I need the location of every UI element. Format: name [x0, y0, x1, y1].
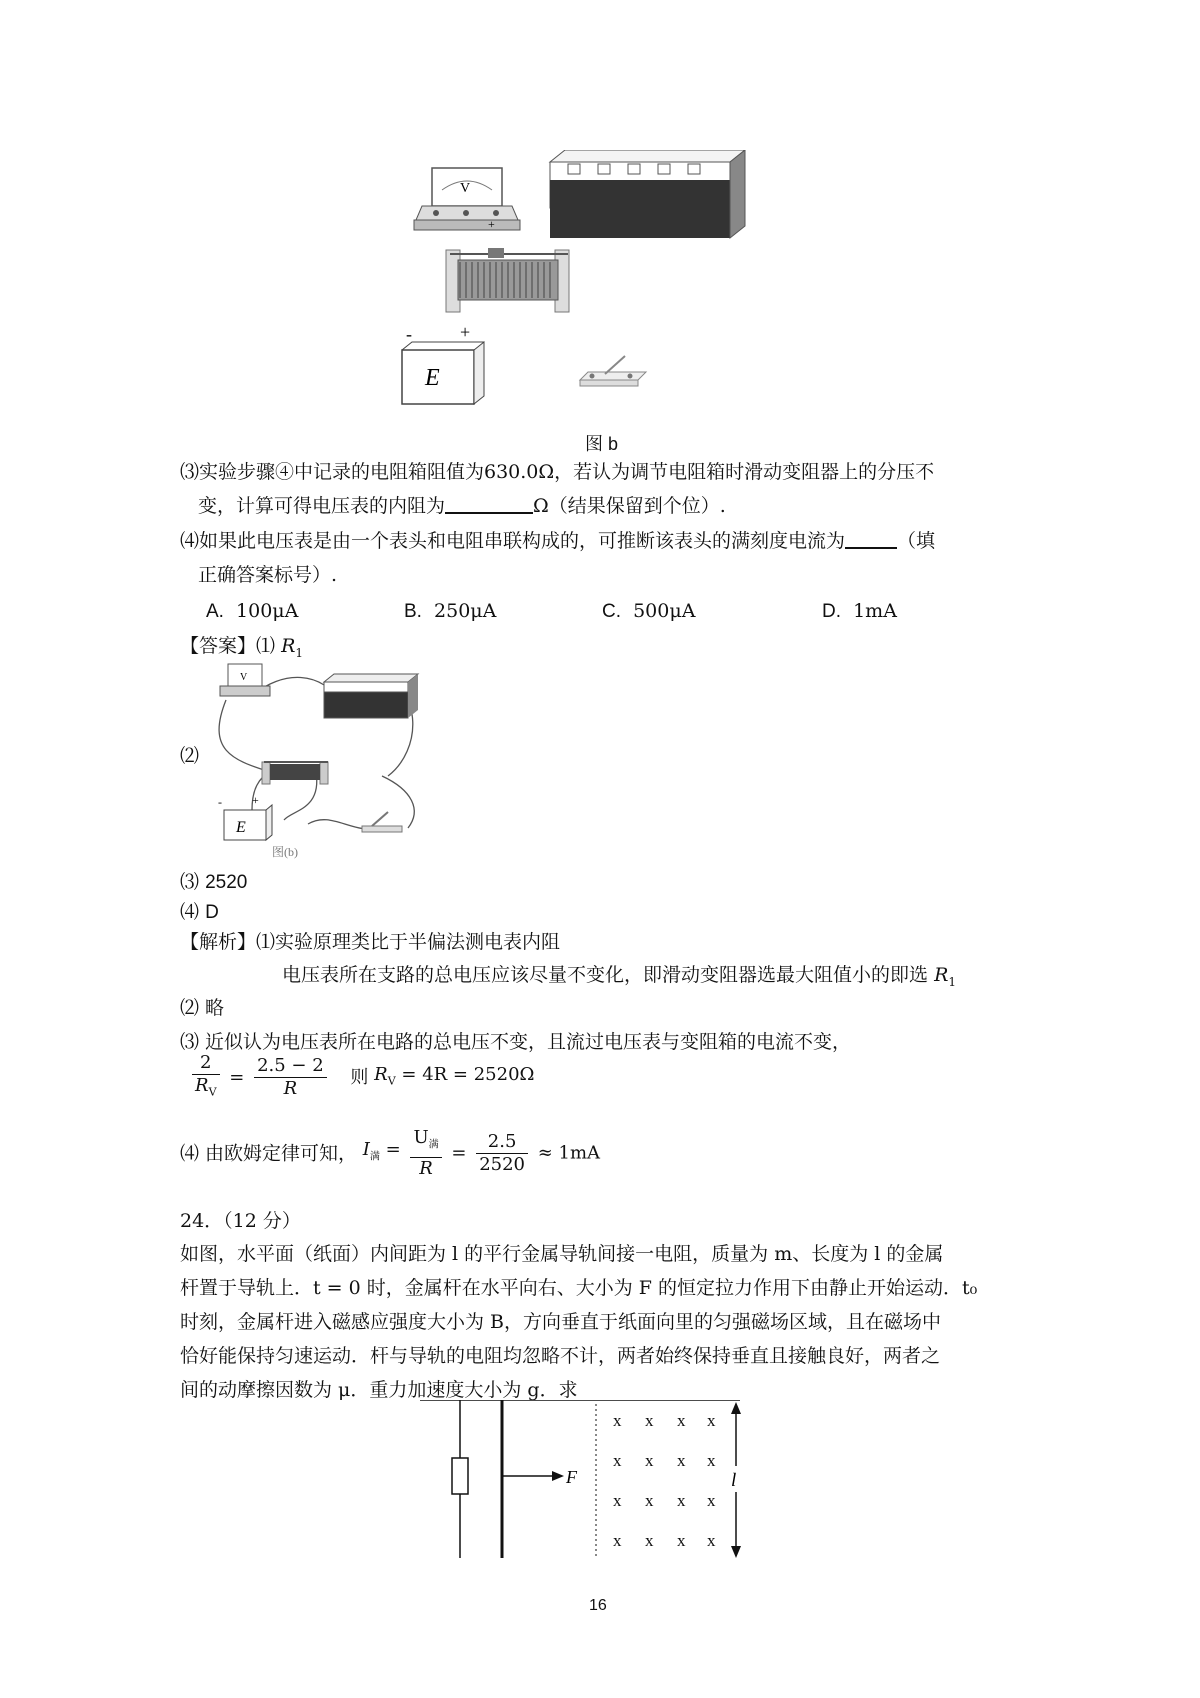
option-value: 100μA [236, 600, 299, 622]
voltmeter-icon [414, 168, 520, 231]
q24-line5: 间的动摩擦因数为 μ．重力加速度大小为 g．求 [180, 1379, 578, 1401]
eq4-den2: 2520 [479, 1153, 525, 1175]
answer-4-label: ⑷ [180, 901, 200, 923]
answer-figure-caption: 图(b) [272, 845, 298, 859]
svg-text:x: x [613, 1451, 622, 1470]
svg-text:x: x [707, 1451, 716, 1470]
q3-line2 [198, 492, 726, 520]
q24-line1: 如图，水平面（纸面）内间距为 l 的平行金属导轨间接一电阻，质量为 m、长度为 l 的金属 [180, 1243, 944, 1265]
svg-text:x: x [677, 1491, 686, 1510]
answer-3-value: 2520 [205, 872, 248, 893]
q24-line2: 杆置于导轨上．t = 0 时，金属杆在水平向右、大小为 F 的恒定拉力作用下由静止开始运动．t₀ [180, 1277, 978, 1299]
eq3-then: 则 [350, 1066, 369, 1088]
q24-diagram [420, 1400, 760, 1560]
magnetic-field-marks [613, 1411, 716, 1550]
answer-2-label: ⑵ [180, 745, 200, 767]
switch-icon [580, 356, 646, 386]
analysis-p4-text: ⑷ 由欧姆定律可知， [180, 1142, 358, 1165]
svg-text:x: x [613, 1531, 622, 1550]
answer-battery-icon [218, 793, 272, 840]
eq3-lhs-fraction [192, 1052, 220, 1104]
eq4-num1-wrap [410, 1127, 441, 1158]
eq3-lhs-num: 2 [192, 1052, 220, 1075]
voltmeter-letter: V [460, 181, 471, 196]
analysis-p3: ⑶ 近似认为电压表所在电路的总电压不变，且流过电压表与变阻箱的电流不变， [180, 1031, 852, 1053]
analysis-heading: 【解析】⑴实验原理类比于半偏法测电表内阻 [180, 931, 561, 953]
eq3-rhs-num: 2.5 − 2 [254, 1055, 327, 1078]
answer-battery-letter: E [236, 819, 246, 836]
eq3-result-sub: V [387, 1074, 396, 1088]
q24-heading: 24．（12 分） [180, 1210, 301, 1232]
svg-text:x: x [645, 1531, 654, 1550]
q4-line1 [180, 527, 935, 555]
q4-option-c [602, 597, 695, 626]
eq4-num1-sub: 满 [428, 1139, 439, 1151]
eq4-tail: ≈ 1mA [537, 1142, 601, 1164]
svg-text:x: x [613, 1491, 622, 1510]
force-arrow [502, 1471, 564, 1481]
analysis-line2 [282, 961, 956, 996]
eq3-result-rest: = 4R = 2520Ω [395, 1063, 535, 1085]
answer-voltmeter-letter: V [240, 672, 248, 683]
eq3-lhs-den-wrap [192, 1075, 220, 1104]
eq3-rhs-fraction [254, 1055, 327, 1100]
answer-3-label: ⑶ [180, 871, 200, 893]
svg-text:x: x [645, 1451, 654, 1470]
battery-plus: + [460, 322, 471, 342]
eq4-den1: R [419, 1157, 433, 1179]
analysis-equation-3: $\frac{2}{R_V}$ = $\frac{2.5 - 2}{R}$ 则 $R_V = 4R = 2520\Omega$ [188, 1052, 534, 1104]
battery-minus: - [406, 324, 412, 344]
option-letter: D. [822, 601, 841, 622]
eq4-I: $I_满$ = [362, 1138, 401, 1163]
svg-text:+: + [488, 217, 495, 231]
answer-heading-label: 【答案】⑴ [180, 635, 276, 657]
answer-3 [180, 868, 247, 897]
answer-circuit-diagram [212, 660, 452, 860]
q24-line4: 恰好能保持匀速运动．杆与导轨的电阻均忽略不计，两者始终保持垂直且接触良好，两者之 [180, 1345, 941, 1367]
svg-text:+: + [252, 793, 259, 807]
analysis-line2-text: 电压表所在支路的总电压应该尽量不变化，即滑动变阻器选最大阻值小的即选 [282, 964, 929, 986]
q4-line1-suffix: （填 [897, 530, 936, 552]
answer-switch-icon [362, 812, 402, 832]
option-value: 250μA [434, 600, 497, 622]
option-letter: B. [404, 601, 422, 622]
force-label: F [566, 1467, 577, 1487]
svg-text:x: x [707, 1411, 716, 1430]
answer-1-sub: 1 [295, 645, 304, 660]
resistor-icon [452, 1458, 468, 1494]
eq4-num1: U [413, 1127, 429, 1148]
option-value: 1mA [853, 600, 897, 622]
answer-4-value: D [205, 902, 219, 923]
q4-answer-blank [845, 527, 897, 549]
analysis-p4-row: ⑷ 由欧姆定律可知， $I_满$ = $\frac{U_满}{R}$ = $\frac{2.5}{2520}$ ≈ 1mA [180, 1127, 601, 1179]
svg-text:x: x [707, 1531, 716, 1550]
analysis-line2-sub: 1 [948, 974, 957, 989]
eq3-result [374, 1063, 535, 1088]
answer-voltmeter-icon [220, 664, 270, 696]
rheostat-icon [446, 248, 569, 312]
rail-with-resistor [420, 1400, 740, 1558]
q4-option-a [206, 597, 298, 626]
svg-text:x: x [677, 1531, 686, 1550]
eq3-lhs-den: R [195, 1075, 209, 1096]
eq4-num2: 2.5 [476, 1131, 528, 1154]
analysis-p2: ⑵ 略 [180, 997, 225, 1019]
option-value: 500μA [633, 600, 696, 622]
answer-rheostat-icon [262, 762, 328, 784]
q3-line1: ⑶实验步骤④中记录的电阻箱阻值为630.0Ω，若认为调节电阻箱时滑动变阻器上的分压不 [180, 461, 935, 483]
eq4-fraction-2 [476, 1131, 528, 1176]
eq3-rhs-den: R [283, 1078, 298, 1100]
length-label: l [731, 1470, 737, 1491]
analysis-line2-symbol: R [934, 964, 949, 986]
svg-text:x: x [645, 1411, 654, 1430]
q4-line1-prefix: ⑷如果此电压表是由一个表头和电阻串联构成的，可推断该表头的满刻度电流为 [180, 530, 846, 552]
svg-text:-: - [218, 795, 222, 809]
q24-line3: 时刻，金属杆进入磁感应强度大小为 B，方向垂直于纸面向里的匀强磁场区域，且在磁场中 [180, 1311, 942, 1333]
battery-icon [402, 322, 484, 404]
q3-line2-suffix: Ω（结果保留到个位）. [533, 495, 726, 517]
q4-option-b [404, 597, 496, 626]
option-letter: C. [602, 601, 621, 622]
answer-resistance-box-icon [324, 674, 418, 718]
q4-line2: 正确答案标号）. [198, 564, 338, 586]
figure-b-equipment [400, 150, 820, 460]
battery-letter: E [425, 365, 440, 391]
answer-1-symbol: R [281, 635, 296, 657]
eq3-result-sym: R [374, 1063, 388, 1085]
page-number: 16 [589, 1597, 607, 1614]
svg-text:x: x [677, 1451, 686, 1470]
q3-line2-prefix: 变，计算可得电压表的内阻为 [198, 495, 446, 517]
option-letter: A. [206, 601, 224, 622]
eq3-lhs-den-sub: V [208, 1085, 217, 1099]
q4-option-d [822, 597, 897, 626]
svg-text:x: x [677, 1411, 686, 1430]
answer-4 [180, 898, 219, 927]
q3-answer-blank [445, 492, 533, 514]
svg-text:x: x [613, 1411, 622, 1430]
eq4-fraction-1 [410, 1127, 441, 1180]
figure-b-caption: 图 b [585, 434, 619, 454]
svg-text:x: x [707, 1491, 716, 1510]
resistance-box-icon [550, 150, 745, 238]
svg-text:x: x [645, 1491, 654, 1510]
